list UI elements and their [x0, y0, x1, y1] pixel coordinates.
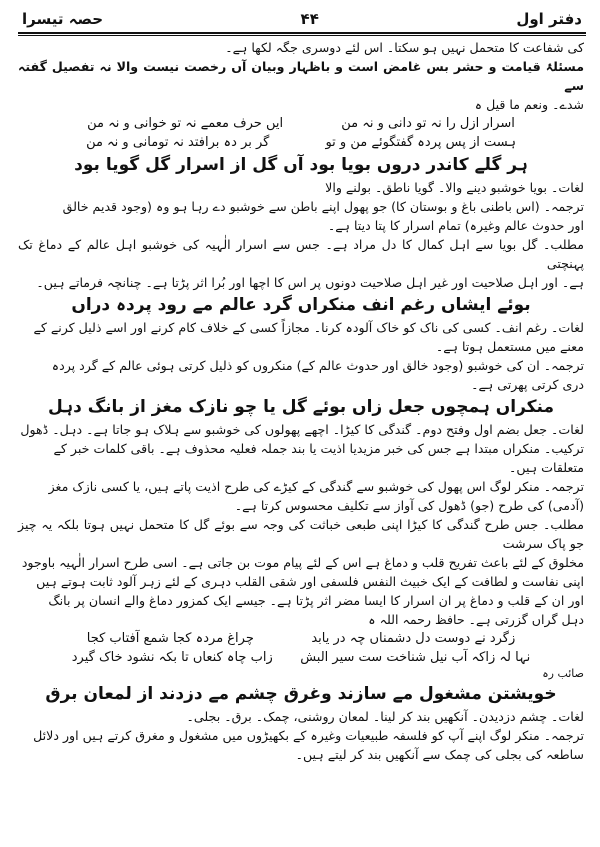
header-rule — [18, 32, 586, 34]
verse-right: زگرد نے دوست دل دشمناں چہ در یابد — [311, 631, 516, 646]
masnavi-verse: ہر گلے کاندر دروں بویا بود آں گل از اسرار گل گویا بود — [74, 155, 528, 175]
verse-left: ایں حرف معمے نہ تو خوانی و نہ من — [87, 116, 284, 131]
verse-left: گر بر دہ برافتد نہ تومانی و نہ من — [86, 135, 270, 150]
verse-left: چراغ مردہ کجا شمع آفتاب کجا — [86, 631, 254, 646]
text-line: ہے۔ اور اہل صلاحیت اور غیر اہل صلاحیت دونوں پر اس کا اچھا اور بُرا اثر پڑتا ہے۔ چنانچہ فرماتے ہیں۔ — [36, 275, 584, 290]
page-body — [18, 38, 584, 843]
text-line: متعلقات ہیں۔ — [508, 460, 584, 475]
text-line: ترجمہ۔ (اس باطنی باغ و بوستان کا) جو پھول اپنے باطن سے خوشبو دے رہا ہو وہ (وجود قدیم خالق — [62, 199, 584, 214]
text-line: دری کرتی پھرتی ہے۔ — [471, 377, 584, 392]
text-line: لغات۔ چشم دزدیدن۔ آنکھیں بند کر لینا۔ لمعان روشنی، چمک۔ برق۔ بجلی۔ — [186, 709, 584, 724]
text-line: مخلوق کے لئے باعث تفریح قلب و دماغ ہے اس کے لئے پیام موت بن جاتی ہے۔ اسی طرح اسرار الٰہیہ باوجود — [21, 555, 584, 570]
text-line: ساطعہ کی بجلی کی چمک سے آنکھیں بند کر لیتے ہیں۔ — [295, 747, 584, 762]
page-header — [22, 6, 582, 32]
text-line: کی شفاعت کا متحمل نہیں ہو سکتا۔ اس لئے دوسری جگہ لکھا ہے۔ — [225, 40, 584, 55]
verse-left: زاب چاہ کنعاں تا بکہ نشود خاک گیرد — [71, 650, 273, 665]
text-line: معنے میں مستعمل ہوتا ہے۔ — [435, 339, 584, 354]
text-line: اور ان کے قلب و دماغ پر ان اسرار کا ایسا مضر اثر پڑتا ہے۔ جیسے ایک کمزور دماغ والے انسان پر بانگ — [48, 593, 584, 608]
masnavi-verse: منکراں ہمچوں جعل زاں بوئے گل یا چو نازک مغز از بانگ دہل — [47, 397, 554, 417]
verse-couplet — [18, 133, 584, 152]
text-line: شدے۔ ونعم ما قیل ہ — [474, 97, 584, 112]
text-line: (آدمی) کی طرح (جو) ڈھول کی آواز سے تکلیف محسوس کرتا ہے۔ — [234, 498, 584, 513]
text-line: لغات۔ جعل بضم اول وفتح دوم۔ گندگی کا کیڑا۔ اچھے پھولوں کی خوشبو سے ہلاک ہو جاتا ہے۔ دہل۔ ڈھول — [20, 422, 584, 437]
verse-right: نہا لہ زاکہ آب نیل شناخت ست سیر البش — [300, 650, 531, 665]
text-line: لغات۔ رغم انف۔ کسی کی ناک کو خاک آلودہ کرنا۔ مجازاً کسی کے خلاف کام کرنے اور اسے ذلیل کرنے کے — [33, 320, 584, 335]
header-book-title: دفتر اول — [516, 10, 582, 28]
text-line: ترجمہ۔ ان کی خوشبو (وجود خالق اور حدوث عالم کے) منکروں کو ذلیل کرتی ہوئی عالم کے گرد پردہ — [51, 358, 584, 373]
header-page-number: ۴۴ — [300, 10, 319, 28]
text-line: مطلب۔ گل بویا سے اہل کمال کا دل مراد ہے۔ جس سے اسرار الٰہیہ کی خوشبو اہل عالم کے دماغ تک پہنچتی — [18, 237, 584, 271]
verse-couplet — [18, 629, 584, 648]
verse-couplet — [18, 114, 584, 133]
verse-couplet — [18, 648, 584, 667]
verse-right: اسرار ازل را نہ تو دانی و نہ من — [341, 116, 515, 131]
poet-attribution: صائب رہ — [542, 667, 584, 680]
text-line: ترجمہ۔ منکر لوگ اس پھول کی خوشبو سے گندگی کے کیڑے کی طرح اذیت پاتے ہیں، یا کسی نازک مغز — [48, 479, 584, 494]
text-line: ترجمہ۔ منکر لوگ اپنے آپ کو فلسفہ طبیعیات وغیرہ کے بکھیڑوں میں مشغول و مغرق کرتے ہیں اور دلائل — [33, 728, 584, 743]
text-line: ترکیب۔ منکراں مبتدا ہے جس کی خبر مزیدیا اذیت یا بند جملہ فعلیہ محذوف ہے۔ باقی کلمات خبر کے — [53, 441, 584, 456]
text-line: دہل گراں گزرتی ہے۔ حافظ رحمہ اللہ ہ — [368, 612, 584, 627]
text-line: مطلب۔ جس طرح گندگی کا کیڑا اپنی طبعی خباثت کی وجہ سے بوئے گل کا متحمل نہیں ہوتا بلکہ یہ چیز جو پاک سرشت — [18, 517, 584, 551]
masnavi-verse: بوئے ایشاں رغم انف منکراں گرد عالم مے رود پردہ دراں — [71, 295, 531, 315]
text-line: اور حدوث عالم وغیرہ) تمام اسرار کا پتا دیتا ہے۔ — [327, 218, 584, 233]
header-section-title: حصہ تیسرا — [22, 10, 104, 28]
masnavi-verse: خویشتن مشغول مے سازند وغرق چشم مے دزدند از لمعان برق — [45, 684, 557, 704]
verse-right: ہست از پس پردہ گفتگوئے من و تو — [325, 135, 516, 150]
text-line: اپنی نفاست و لطافت کے ایک خبیث النفس فلسفی اور شقی القلب دہری کے لئے زہر آلود ثابت ہوتے ہیں — [36, 574, 584, 589]
text-line: لغات۔ بویا خوشبو دینے والا۔ گویا ناطق۔ بولنے والا — [325, 180, 584, 195]
text-line: مسئلۂ قیامت و حشر بس غامض است و باظہار وبیان آں رخصت نیست والا نہ تفصیل گفتہ سے — [18, 59, 584, 93]
header-rule-thin — [18, 35, 586, 36]
